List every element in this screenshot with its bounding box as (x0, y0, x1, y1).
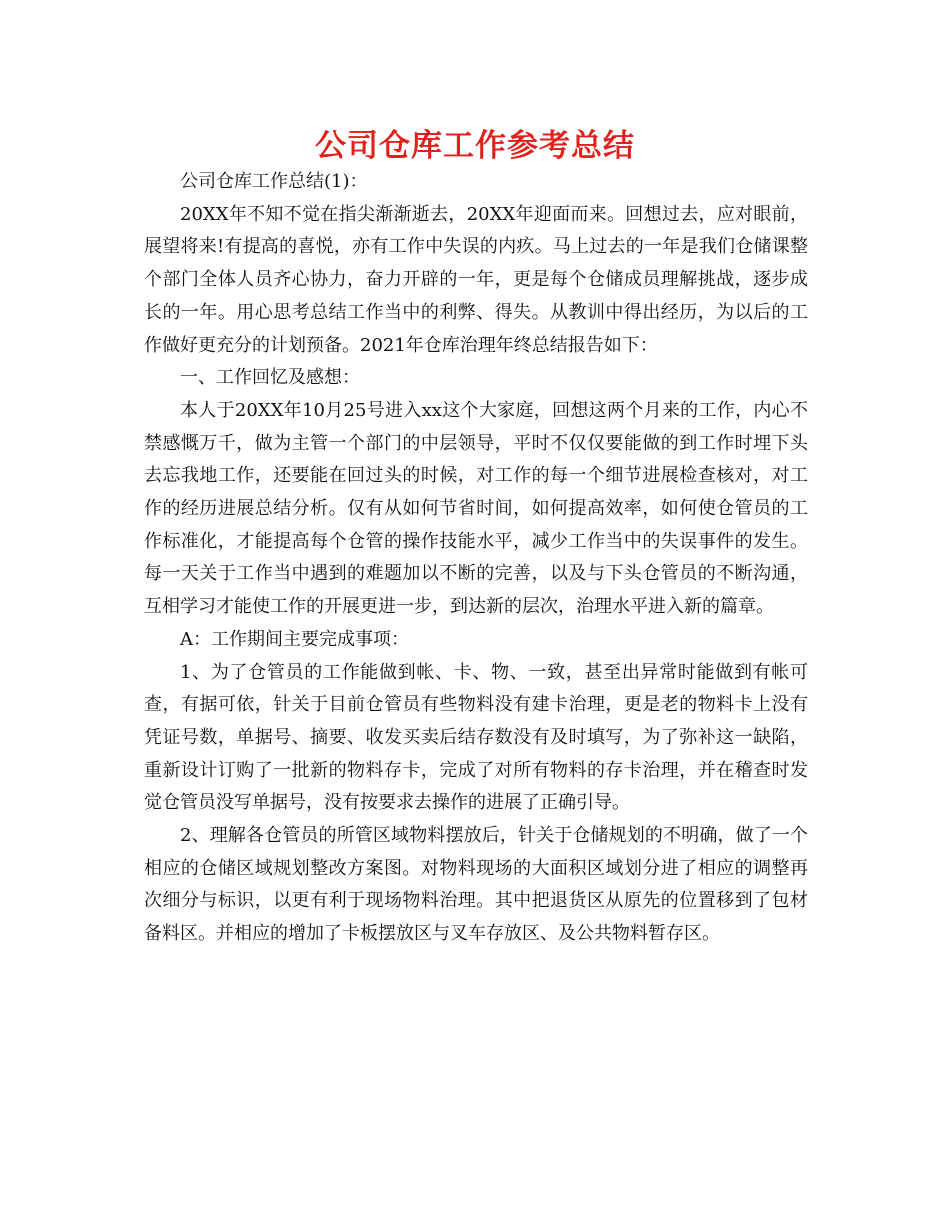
paragraph-task-1: 1、为了仓管员的工作能做到帐、卡、物、一致，甚至出异常时能做到有帐可查，有据可依，针关于目前仓管员有些物料没有建卡治理，更是老的物料卡上没有凭证号数，单据号、摘要、收发买卖后结存数没有及时填写，为了弥补这一缺陷，重新设计订购了一批新的物料存卡，完成了对所有物料的存卡治理，并在稽查时发觉仓管员没写单据号，没有按要求去操作的进展了正确引导。 (144, 661, 808, 814)
paragraph-task-2: 2、理解各仓管员的所管区域物料摆放后，针关于仓储规划的不明确，做了一个相应的仓储区域规划整改方案图。对物料现场的大面积区域划分进了相应的调整再次细分与标识，以更有利于现场物料治理。其中把退货区从原先的位置移到了包材备料区。并相应的增加了卡板摆放区与叉车存放区、及公共物料暂存区。 (144, 825, 808, 945)
paragraph-section-heading: 公司仓库工作总结(1)： (180, 171, 368, 192)
document-body (144, 166, 808, 951)
paragraph-heading-tasks: A：工作期间主要完成事项： (180, 628, 409, 650)
paragraph-intro: 20XX年不知不觉在指尖渐渐逝去，20XX年迎面而来。回想过去，应对眼前，展望将来!有提高的喜悦，亦有工作中失误的内疚。马上过去的一年是我们仓储课整个部门全体人员齐心协力，奋力开辟的一年，更是每个仓储成员理解挑战，逐步成长的一年。用心思考总结工作当中的利弊、得失。从教训中得出经历，为以后的工作做好更充分的计划预备。2021年仓库治理年终总结报告如下： (144, 203, 808, 356)
document-title: 公司仓库工作参考总结 (315, 128, 635, 164)
paragraph-review: 本人于20XX年10月25号进入xx这个大家庭，回想这两个月来的工作，内心不禁感慨万千，做为主管一个部门的中层领导，平时不仅仅要能做的到工作时埋下头去忘我地工作，还要能在回过头的时候，对工作的每一个细节进展检查核对，对工作的经历进展总结分析。仅有从如何节省时间，如何提高效率，如何使仓管员的工作标准化，才能提高每个仓管的操作技能水平，减少工作当中的失误事件的发生。每一天关于工作当中遇到的难题加以不断的完善，以及与下头仓管员的不断沟通，互相学习才能使工作的开展更进一步，到达新的层次，治理水平进入新的篇章。 (144, 399, 808, 618)
paragraph-heading-review: 一、工作回忆及感想： (180, 367, 360, 389)
